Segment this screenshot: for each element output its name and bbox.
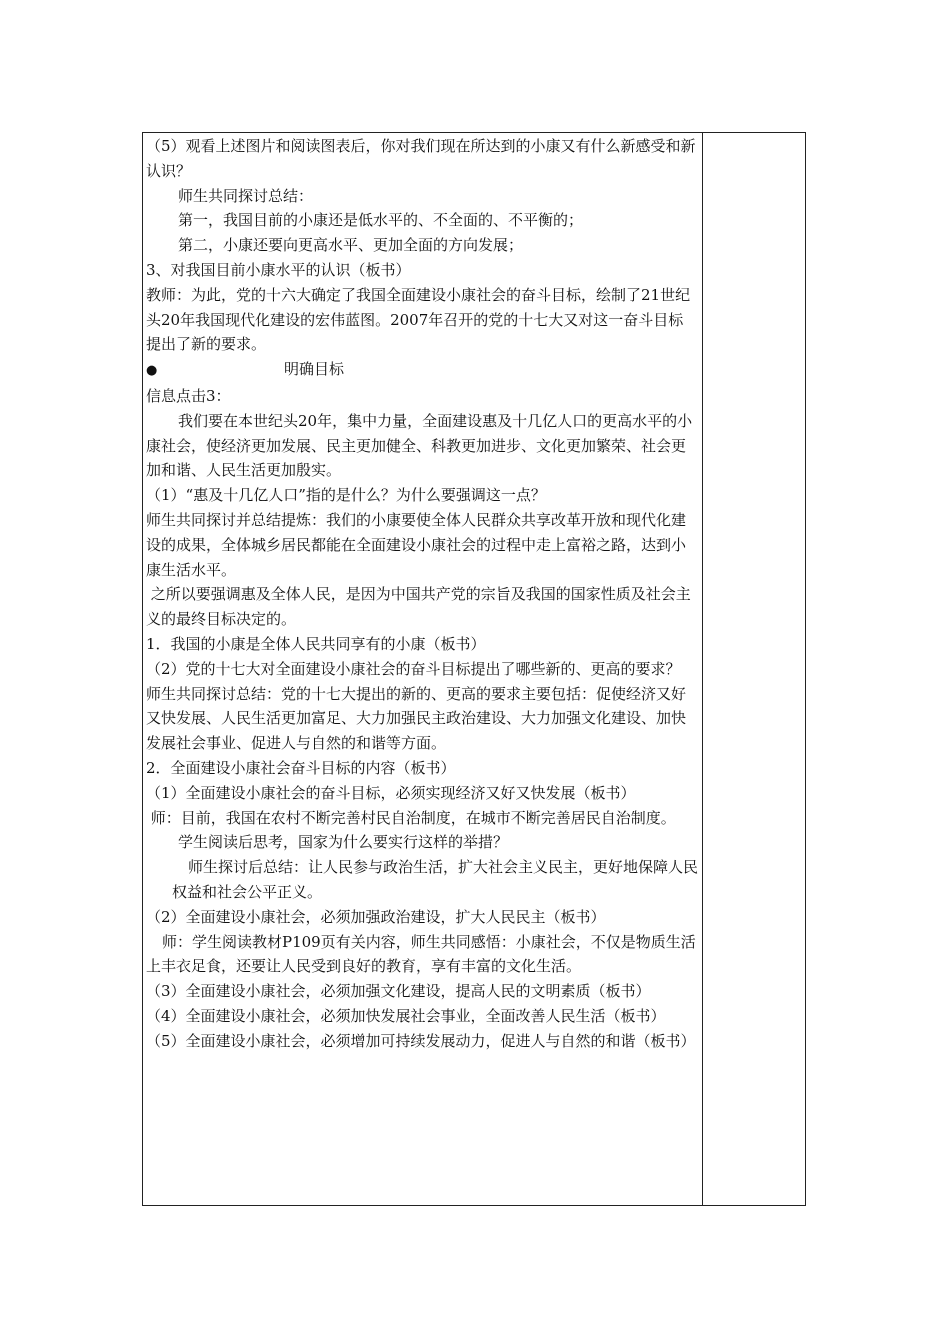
discussion-summary-1: 师生共同探讨并总结提炼：我们的小康要使全体人民群众共享改革开放和现代化建设的成果，全体城乡居民都能在全面建设小康社会的过程中走上富裕之路，达到小康生活水平。	[146, 510, 687, 579]
goal-item-2: （2）全面建设小康社会，必须加强政治建设，扩大人民民主（板书）	[146, 907, 606, 926]
info-quote: 我们要在本世纪头20年，集中力量，全面建设惠及十几亿人口的更高水平的小康社会，使经济更加发展、民主更加健全、科教更加进步、文化更加繁荣、社会更加和谐、人民生活更加殷实。	[146, 411, 693, 480]
teacher-note-1: 师：目前，我国在农村不断完善村民自治制度，在城市不断完善居民自治制度。	[146, 808, 676, 827]
goal-line	[146, 357, 698, 384]
question-2: （2）党的十七大对全面建设小康社会的奋斗目标提出了哪些新的、更高的要求？	[146, 659, 681, 678]
goal-item-3: （3）全面建设小康社会，必须加强文化建设，提高人民的文明素质（板书）	[146, 982, 651, 1001]
info-click-3: 信息点击3：	[146, 386, 231, 405]
goal-heading: 明确目标	[284, 360, 345, 379]
goal-item-1: （1）全面建设小康社会的奋斗目标，必须实现经济又好又快发展（板书）	[146, 783, 636, 802]
board-note-1: 1．我国的小康是全体人民共同享有的小康（板书）	[146, 634, 486, 653]
question-1: （1）“惠及十几亿人口”指的是什么？为什么要强调这一点？	[146, 486, 546, 505]
bullet-icon: ●	[146, 363, 158, 379]
point-second: 第二，小康还要向更高水平、更加全面的方向发展；	[178, 236, 524, 255]
teacher-paragraph: 教师：为此，党的十六大确定了我国全面建设小康社会的奋斗目标，绘制了21世纪头20年我国现代化建设的宏伟蓝图。2007年召开的党的十七大又对这一奋斗目标提出了新的要求。	[146, 285, 691, 354]
teacher-note-2: 师：学生阅读教材P109页有关内容，师生共同感悟：小康社会，不仅是物质生活上丰衣足食，还要让人民受到良好的教育，享有丰富的文化生活。	[146, 932, 696, 976]
discussion-summary-2: 师生共同探讨总结：党的十七大提出的新的、更高的要求主要包括：促使经济又好又快发展、人民生活更加富足、大力加强民主政治建设、大力加强文化建设、加快发展社会事业、促进人与自然的和谐等方面。	[146, 684, 687, 753]
goal-item-5: （5）全面建设小康社会，必须增加可持续发展动力，促进人与自然的和谐（板书）	[146, 1031, 696, 1050]
question-5: （5）观看上述图片和阅读图表后，你对我们现在所达到的小康又有什么新感受和新认识？	[146, 137, 696, 180]
goal-item-4: （4）全面建设小康社会，必须加快发展社会事业，全面改善人民生活（板书）	[146, 1006, 666, 1025]
student-question: 学生阅读后思考，国家为什么要实行这样的举措？	[178, 833, 509, 852]
column-divider	[702, 132, 703, 1206]
board-note-2: 2．全面建设小康社会奋斗目标的内容（板书）	[146, 758, 456, 777]
board-note-3: 3、对我国目前小康水平的认识（板书）	[146, 260, 411, 279]
reason-paragraph: 之所以要强调惠及全体人民，是因为中国共产党的宗旨及我国的国家性质及社会主义的最终目标决定的。	[146, 585, 691, 629]
student-summary: 师生探讨后总结：让人民参与政治生活，扩大社会主义民主，更好地保障人民权益和社会公平正义。	[172, 858, 699, 901]
discussion-heading: 师生共同探讨总结：	[178, 186, 314, 205]
point-first: 第一，我国目前的小康还是低水平的、不全面的、不平衡的；	[178, 211, 584, 230]
lesson-content	[146, 134, 698, 1053]
